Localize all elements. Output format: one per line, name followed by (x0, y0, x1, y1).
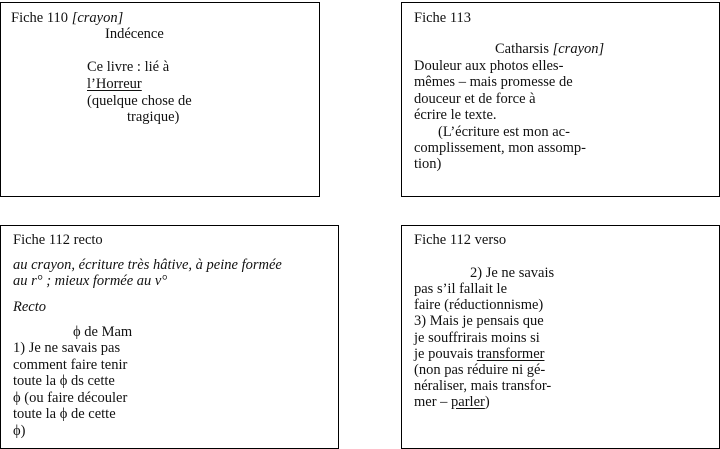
card-line: douceur et de force à (414, 91, 536, 107)
card-line: 2) Je ne savais (470, 265, 555, 281)
card-line: (quelque chose de (87, 93, 192, 109)
card-fiche-112-recto (0, 225, 339, 449)
card-line: complissement, mon assomp- (414, 140, 586, 156)
card-header-note: [crayon] (71, 10, 124, 26)
card-line: tion) (414, 156, 442, 172)
card-title (495, 41, 604, 58)
card-title-note: [crayon] (552, 41, 605, 57)
card-subtitle: ϕ de Mam (73, 324, 133, 340)
card-line: (non pas réduire ni gé- (414, 362, 546, 378)
card-header: Fiche 112 verso (414, 232, 507, 248)
card-note-line: au crayon, écriture très hâtive, à peine formée (13, 257, 282, 273)
card-title-label: Catharsis (495, 41, 549, 57)
card-line: pas s’il fallait le (414, 281, 508, 297)
card-line: Douleur aux photos elles- (414, 58, 564, 74)
card-line (414, 346, 544, 363)
card-line: mêmes – mais promesse de (414, 74, 573, 90)
card-line: tragique) (127, 109, 180, 125)
card-line (414, 394, 490, 411)
card-line-underlined: l’Horreur (87, 76, 142, 92)
card-line-text: je pouvais (414, 346, 474, 362)
card-fiche-110 (0, 2, 320, 197)
card-header (11, 10, 123, 27)
card-line-text: ) (484, 394, 490, 410)
card-line: (L’écriture est mon ac- (438, 124, 570, 140)
card-line: faire (réductionnisme) (414, 297, 544, 313)
card-header: Fiche 112 recto (13, 232, 103, 248)
card-title: Indécence (105, 26, 164, 42)
card-line-text: mer – (414, 394, 448, 410)
card-note-line: au r° ; mieux formée au v° (13, 273, 168, 289)
card-line: Ce livre : lié à (87, 59, 170, 75)
card-line-underlined: transformer (476, 346, 545, 362)
card-line-underlined: parler (451, 394, 485, 410)
card-header-label: Fiche 110 (11, 10, 69, 26)
card-line: toute la ϕ ds cette (13, 373, 115, 389)
card-line: toute la ϕ de cette (13, 406, 116, 422)
card-line: comment faire tenir (13, 357, 128, 373)
card-line: je souffrirais moins si (414, 330, 540, 346)
card-line: ϕ) (13, 423, 26, 439)
card-line: écrire le texte. (414, 107, 497, 123)
card-header: Fiche 113 (414, 10, 472, 26)
card-line: néraliser, mais transfor- (414, 378, 552, 394)
card-line: 1) Je ne savais pas (13, 340, 121, 356)
card-section-label: Recto (13, 299, 47, 315)
card-line: ϕ (ou faire découler (13, 390, 128, 406)
card-fiche-113 (401, 2, 720, 197)
card-line: 3) Mais je pensais que (414, 313, 544, 329)
card-fiche-112-verso (401, 225, 720, 449)
